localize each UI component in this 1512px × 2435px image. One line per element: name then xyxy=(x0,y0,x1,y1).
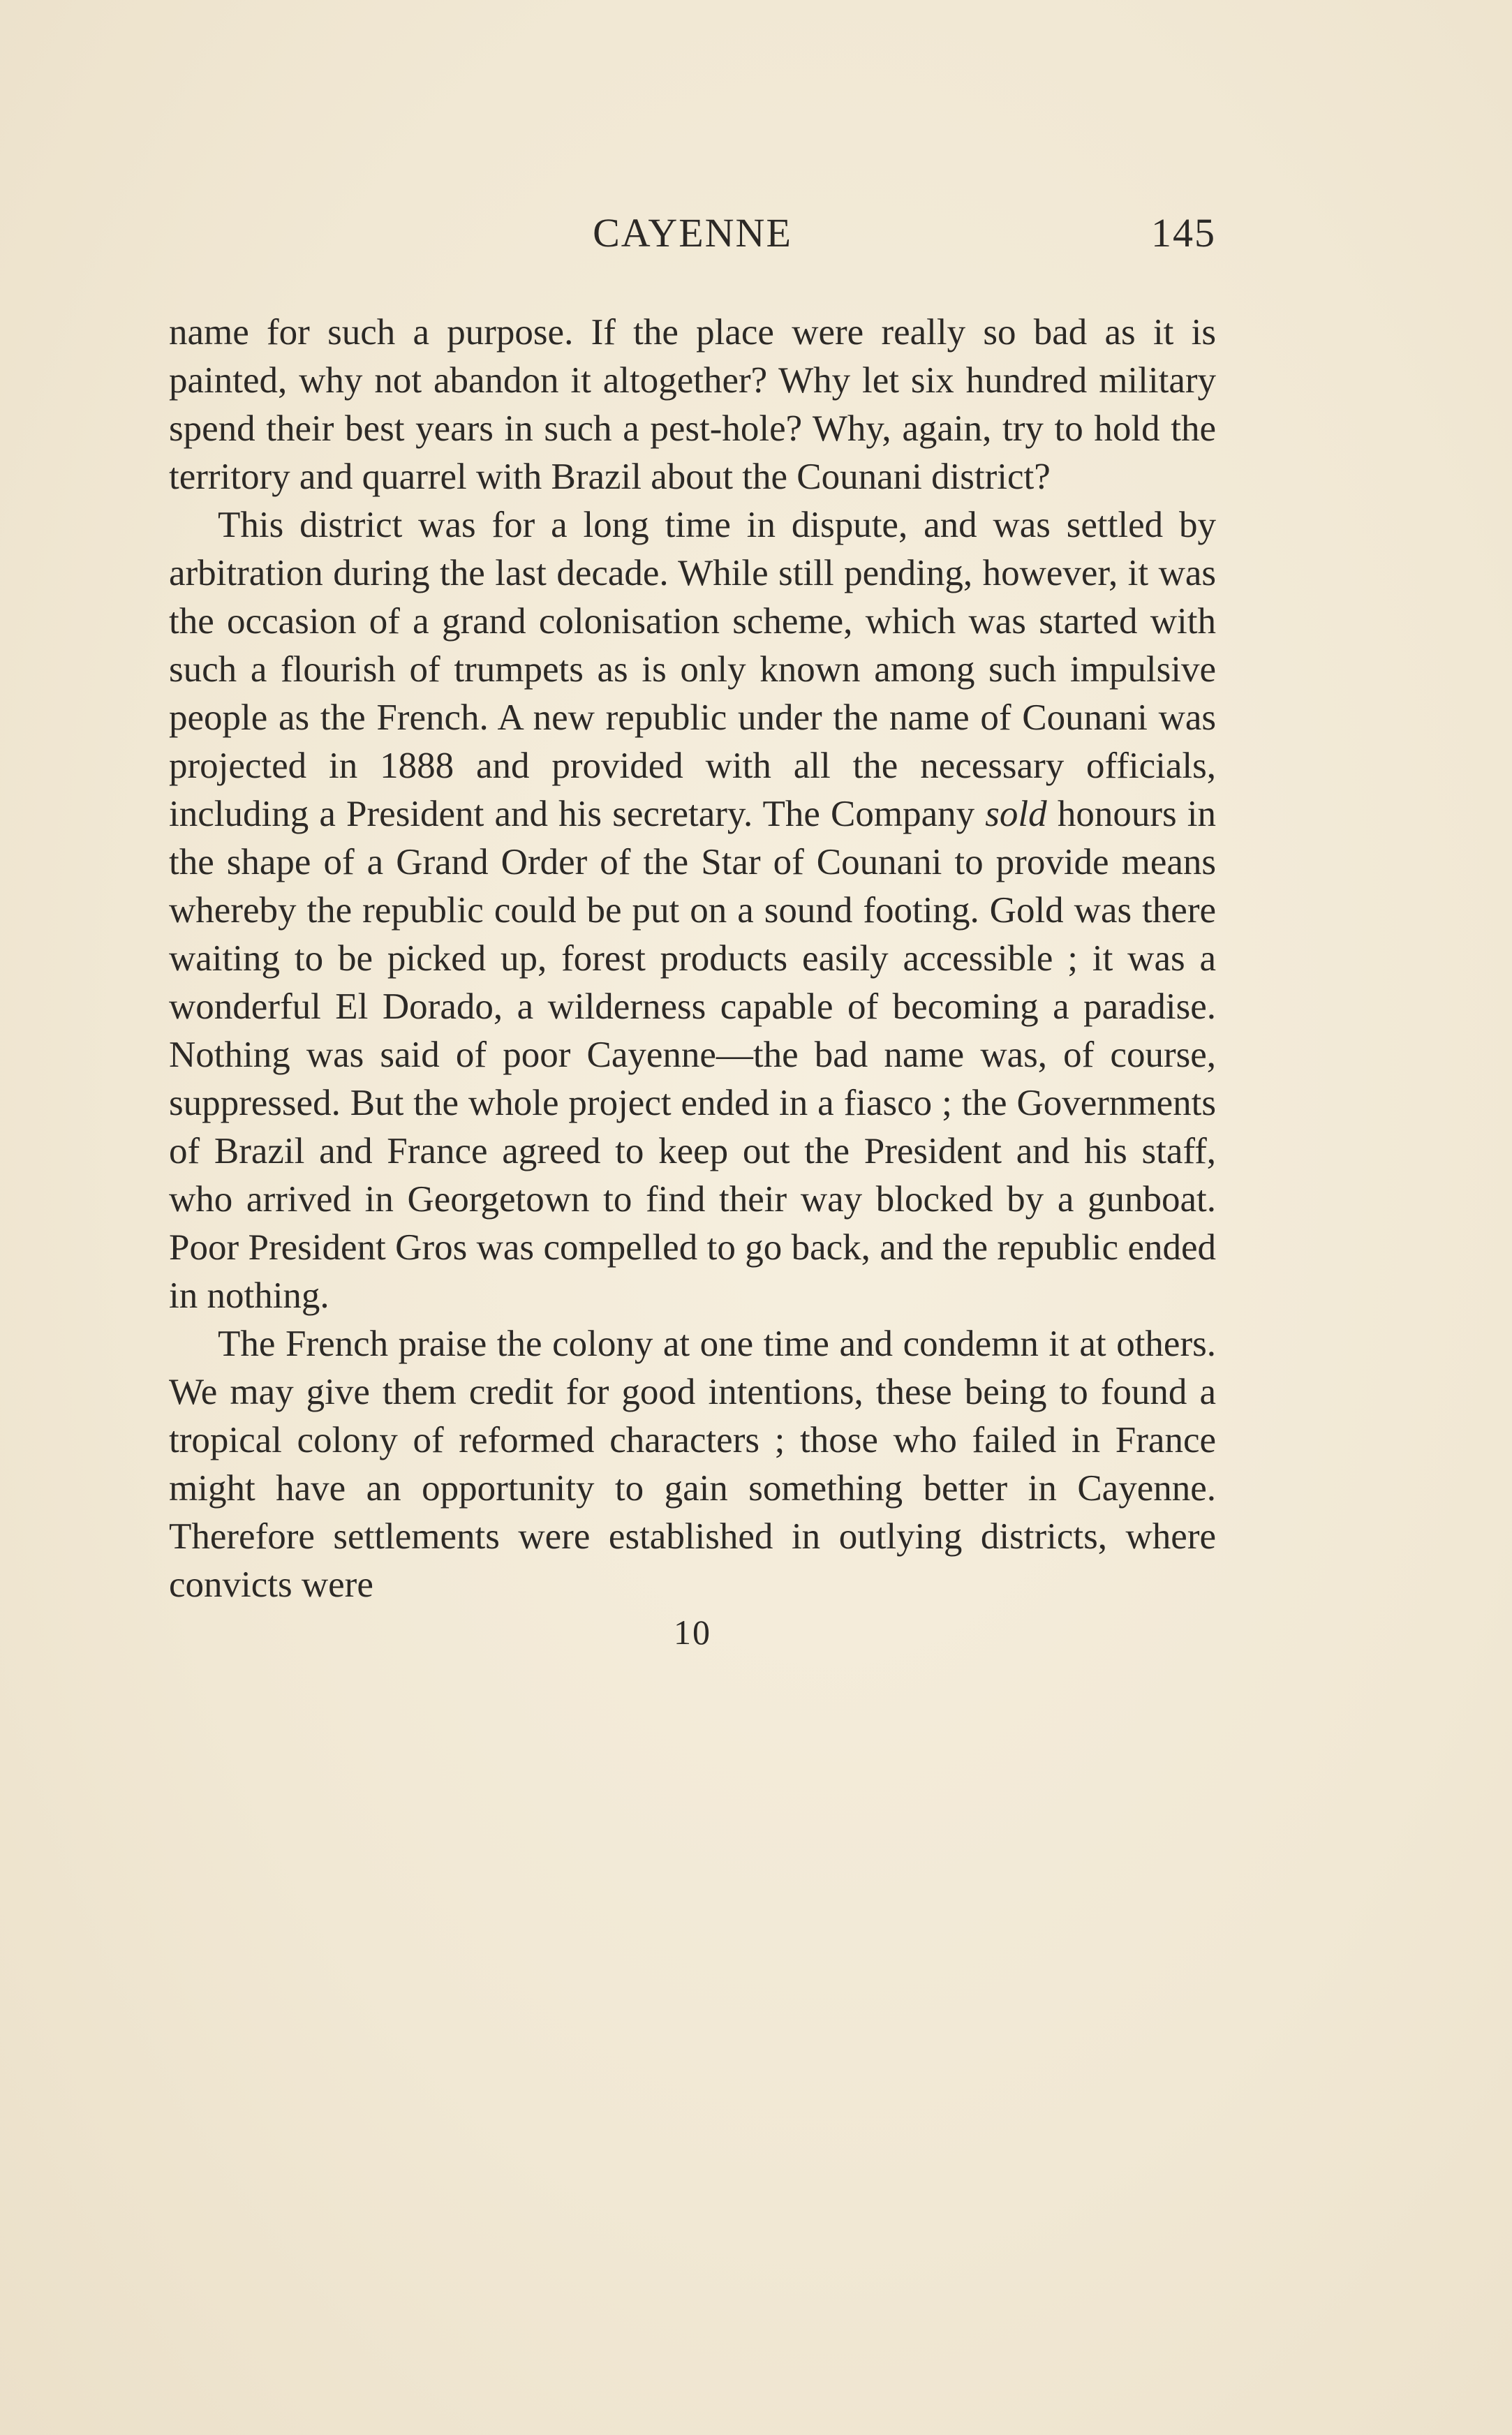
paragraph-3: The French praise the colony at one time and condemn it at others. We may give them credit for good intentions, these being to found a tropical colony of reformed characters ; those who failed in France might have an opportunity to gain something better in Cayenne. Therefore settlements were established in outlying districts, where convicts were xyxy=(169,1324,1216,1605)
italic-word: sold xyxy=(985,794,1047,834)
running-head xyxy=(169,209,1216,272)
page-number: 145 xyxy=(1151,210,1216,256)
paragraph-1: name for such a purpose. If the place were really so bad as it is painted, why not abandon it altogether? Why let six hundred military spend their best years in such a pest-hole? Why, again, try to hold the territory and quarrel with Brazil about the Counani district? xyxy=(169,312,1216,497)
paragraph-2-part-2: honours in the shape of a Grand Order of the Star of Counani to provide means whereby the republic could be put on a sound footing. Gold was there waiting to be picked up, forest products easily accessible ; it was a wonderful El Dorado, a wilderness capable of becoming a paradise. Nothing was said of poor Cayenne—the bad name was, of course, suppressed. But the whole project ended in a fiasco ; the Governments of Brazil and France agreed to keep out the President and his staff, who arrived in Georgetown to find their way blocked by a gunboat. Poor President Gros was compelled to go back, and the republic ended in nothing. xyxy=(169,794,1216,1316)
running-title: CAYENNE xyxy=(593,210,792,256)
signature-mark: 10 xyxy=(674,1613,711,1652)
text-block xyxy=(169,209,1216,1652)
paragraph-2 xyxy=(169,501,1216,1320)
body-text xyxy=(169,309,1216,1609)
paragraph-2-part-1: This district was for a long time in dispute, and was settled by arbitration during the last decade. While still pending, however, it was the occasion of a grand colonisation scheme, which was started with such a flourish of trumpets as is only known among such impulsive people as the French. A new republic under the name of Counani was projected in 1888 and provided with all the necessary officials, including a President and his secretary. The Company xyxy=(169,505,1216,834)
